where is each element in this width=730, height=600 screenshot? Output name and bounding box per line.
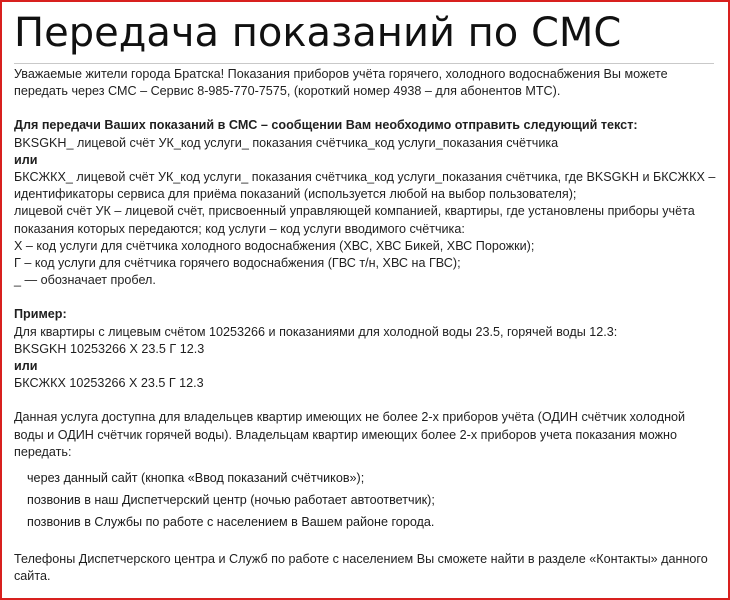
article (14, 8, 718, 585)
account-definition: лицевой счёт УК – лицевой счёт, присвоенный управляющей компанией, квартиры, где установлены приборы учёта показания которых передаются; код услуги – код услуги вводимого счётчика: (14, 204, 695, 236)
list-item: позвонив в наш Диспетчерский центр (ночью работает автоответчик); (27, 493, 435, 508)
example-sms-2: БКСЖКХ 10253266 Х 23.5 Г 12.3 (14, 376, 204, 391)
space-note: _ — обозначает пробел. (14, 273, 156, 288)
code-hot-water: Г – код услуги для счётчика горячего водоснабжения (ГВС т/н, ХВС на ГВС); (14, 256, 461, 271)
contacts-note: Телефоны Диспетчерского центра и Служб по работе с населением Вы сможете найти в разделе «Контакты» данного сайта. (14, 552, 708, 584)
example-heading: Пример: (14, 307, 67, 322)
title-divider (14, 63, 714, 64)
example-sms-1: BKSGKH 10253266 Х 23.5 Г 12.3 (14, 341, 205, 356)
list-item: через данный сайт (кнопка «Ввод показаний счётчиков»); (27, 471, 365, 486)
options-list (14, 467, 718, 533)
or-separator-2: или (14, 359, 38, 374)
sms-format-1: BKSGKH_ лицевой счёт УК_код услуги_ показания счётчика_код услуги_показания счётчика (14, 135, 559, 150)
or-separator-1: или (14, 152, 38, 167)
intro-paragraph: Уважаемые жители города Братска! Показания приборов учёта горячего, холодного водоснабжения Вы можете передать через СМС – Сервис 8-985-770-7575, (короткий номер 4938 – для абонентов МТС). (14, 67, 668, 99)
list-item: позвонив в Службы по работе с населением в Вашем районе города. (27, 515, 435, 530)
example-description: Для квартиры с лицевым счётом 10253266 и показаниями для холодной воды 23.5, горячей воды 12.3: (14, 324, 618, 339)
instructions-heading: Для передачи Ваших показаний в СМС – сообщении Вам необходимо отправить следующий текст: (14, 118, 638, 133)
code-cold-water: Х – код услуги для счётчика холодного водоснабжения (ХВС, ХВС Бикей, ХВС Порожки); (14, 238, 535, 253)
page-title: Передача показаний по СМС (14, 10, 622, 56)
sms-format-2: БКСЖКХ_ лицевой счёт УК_код услуги_ показания счётчика_код услуги_показания счётчика, где BKSGKH и БКСЖКХ – идентификаторы сервиса для приёма показаний (используется любой на выбор пользователя); (14, 170, 716, 202)
availability-paragraph: Данная услуга доступна для владельцев квартир имеющих не более 2-х приборов учёта (ОДИН счётчик холодной воды и ОДИН счётчик горячей воды). Владельцам квартир имеющих более 2-х приборов учета показания можно передать: (14, 410, 686, 459)
